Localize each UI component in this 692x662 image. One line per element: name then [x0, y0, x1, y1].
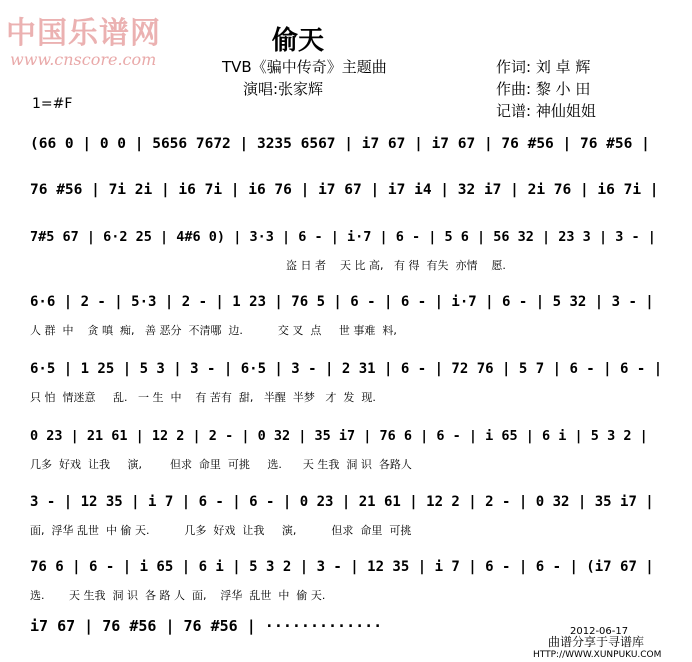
watermark-logo: 中国乐谱网 — [6, 16, 161, 51]
score-line-8 — [0, 559, 692, 602]
lyrics-line: 只 怕 情迷意 乱. 一 生 中 有 苦有 甜, 半醒 半梦 才 发 现. — [30, 391, 376, 404]
lyrics-line: 盗 日 者 天 比 高, 有 得 有失 亦情 愿. — [286, 259, 506, 272]
transcription-date: 2012-06-17 — [570, 626, 629, 637]
score-notes: 0 23 | 21 61 | 12 2 | 2 - | 0 32 | 35 i7 | 76 6 | 6 - | i 65 | 6 i | 5 3 2 | — [30, 428, 648, 444]
score-line-4 — [0, 294, 692, 337]
lyrics-line: 几多 好戏 让我 演, 但求 命里 可挑 选. 天 生我 洞 识 各路人 — [30, 458, 412, 471]
song-title: 偷天 — [272, 26, 325, 56]
lyrics-line: 面, 浮华 乱世 中 偷 天. 几多 好戏 让我 演, 但求 命里 可挑 — [30, 524, 412, 537]
watermark-url: www.cnscore.com — [10, 50, 157, 69]
song-subtitle: TVB《骗中传奇》主题曲 — [222, 58, 387, 76]
score-line-2 — [0, 182, 692, 210]
score-line-1 — [0, 136, 692, 164]
key-signature: 1=#F — [32, 96, 73, 112]
score-notes: 6·5 | 1 25 | 5 3 | 3 - | 6·5 | 3 - | 2 31 | 6 - | 72 76 | 5 7 | 6 - | 6 - | — [30, 361, 663, 377]
score-notes: i7 67 | 76 #56 | 76 #56 | ············· — [30, 617, 383, 635]
lyricist-credit: 作词: 刘 卓 辉 — [496, 58, 591, 76]
score-notes: 7#5 67 | 6·2 25 | 4#6 0) | 3·3 | 6 - | i·7 | 6 - | 5 6 | 56 32 | 23 3 | 3 - | — [30, 229, 656, 245]
score-notes: (66 0 | 0 0 | 5656 7672 | 3235 6567 | i7 67 | i7 67 | 76 #56 | 76 #56 | — [30, 136, 650, 152]
lyrics-line: 人 群 中 贪 嗔 痴, 善 恶分 不清哪 边. 交 叉 点 世 事难 料, — [30, 324, 397, 337]
transcriber-credit: 记谱: 神仙姐姐 — [496, 102, 596, 120]
singer-credit: 演唱:张家辉 — [243, 80, 324, 98]
score-notes: 6·6 | 2 - | 5·3 | 2 - | 1 23 | 76 5 | 6 - | 6 - | i·7 | 6 - | 5 32 | 3 - | — [30, 294, 654, 310]
score-notes: 76 6 | 6 - | i 65 | 6 i | 5 3 2 | 3 - | 12 35 | i 7 | 6 - | 6 - | (i7 67 | — [30, 559, 654, 575]
composer-credit: 作曲: 黎 小 田 — [496, 80, 591, 98]
score-line-7 — [0, 494, 692, 537]
share-credit: 曲谱分享于寻谱库 — [548, 635, 645, 649]
site-url: HTTP://WWW.XUNPUKU.COM — [533, 650, 662, 660]
score-line-3 — [0, 229, 692, 272]
score-line-6 — [0, 428, 692, 471]
score-notes: 76 #56 | 7i 2i | i6 7i | i6 76 | i7 67 | i7 i4 | 32 i7 | 2i 76 | i6 7i | — [30, 182, 659, 198]
score-notes: 3 - | 12 35 | i 7 | 6 - | 6 - | 0 23 | 21 61 | 12 2 | 2 - | 0 32 | 35 i7 | — [30, 494, 654, 510]
score-line-5 — [0, 361, 692, 404]
lyrics-line: 选. 天 生我 洞 识 各 路 人 面, 浮华 乱世 中 偷 天. — [30, 589, 326, 602]
